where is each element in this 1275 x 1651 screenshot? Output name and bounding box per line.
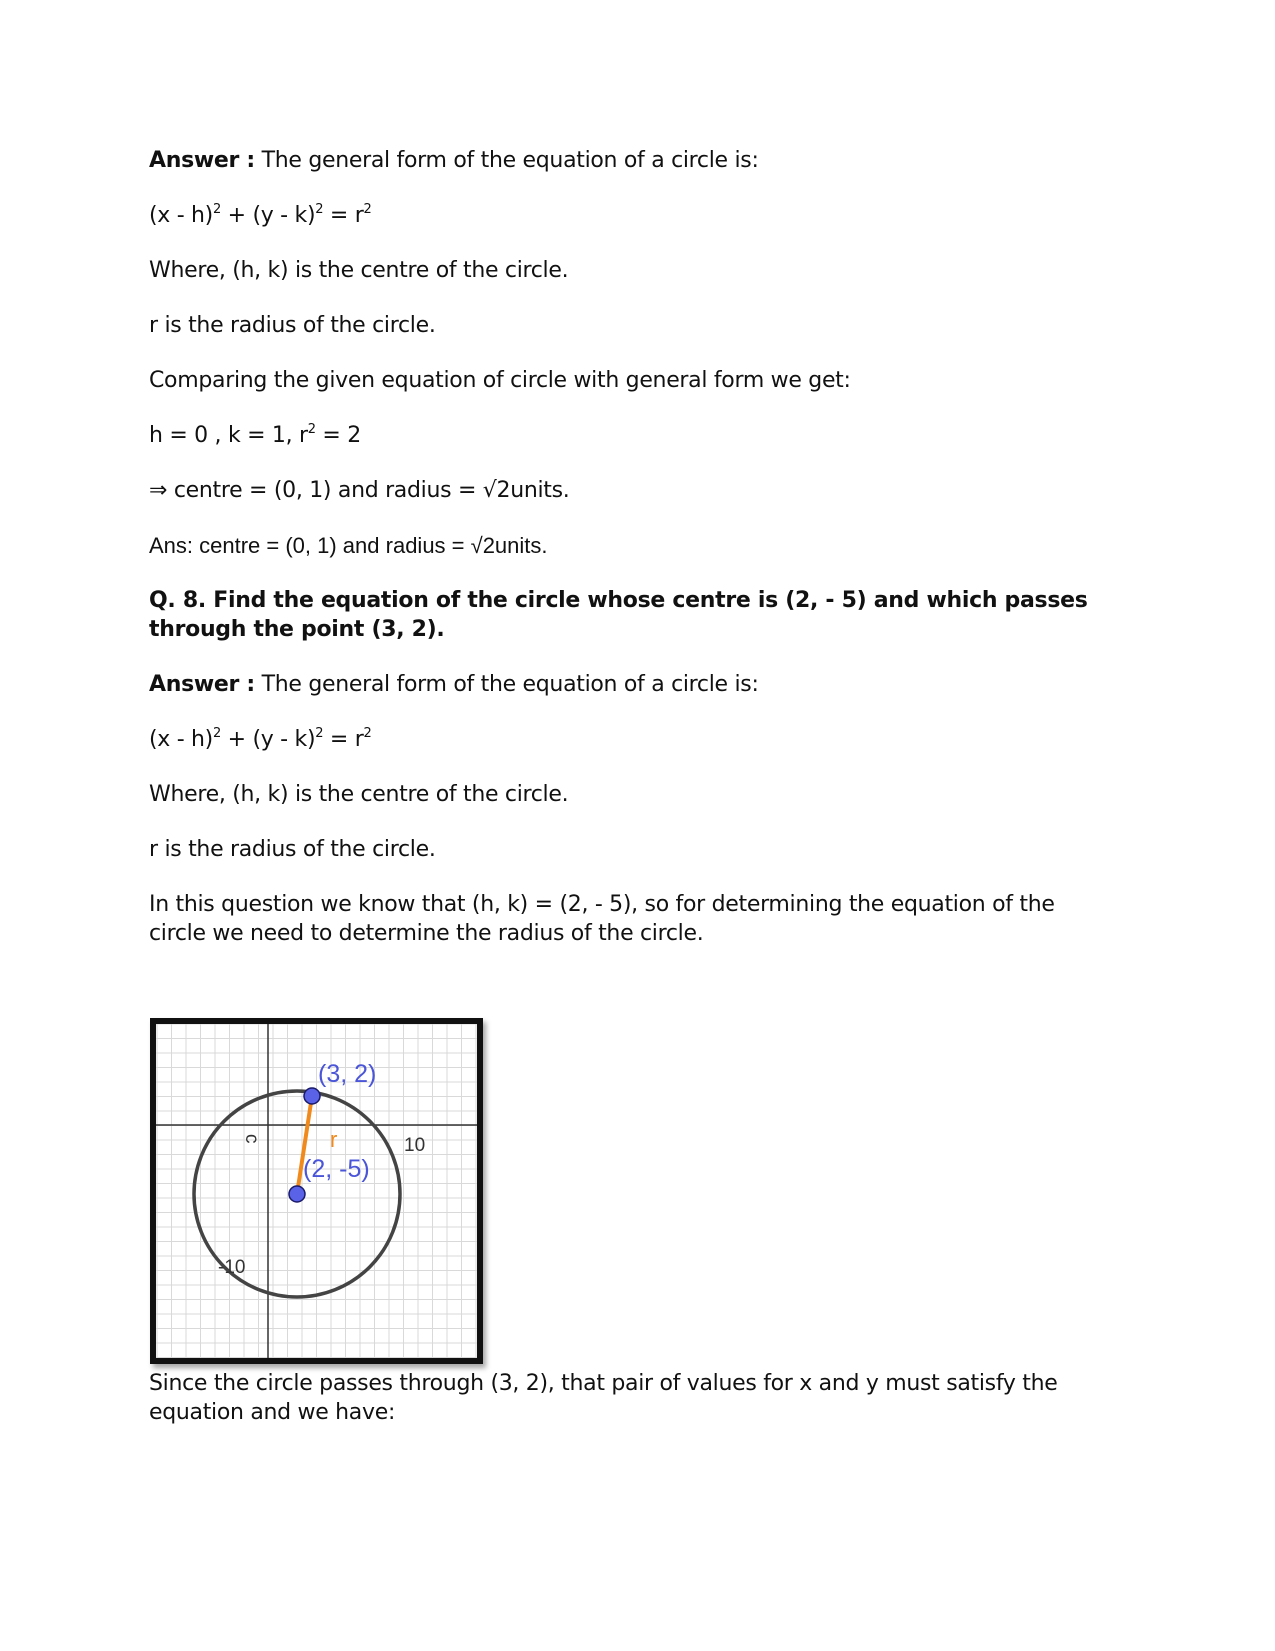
question-line-2: through the point (3, 2). — [149, 617, 445, 642]
radius-definition-1: r is the radius of the circle. — [149, 313, 436, 338]
answer-label: Answer : — [149, 672, 255, 697]
answer-text: The general form of the equation of a circle is: — [254, 672, 759, 697]
circle-figure — [150, 1018, 483, 1364]
answer-text: The general form of the equation of a circle is: — [254, 148, 759, 173]
point-label: (3, 2) — [318, 1060, 377, 1088]
y-tick-label: -10 — [218, 1257, 246, 1278]
general-equation-2: $(x - h)^2 + (y - k)^2 = r^2$ — [149, 726, 372, 752]
implies-line: ⇒ centre = (0, 1) and radius = √2units. — [149, 478, 570, 503]
radius-definition-2: r is the radius of the circle. — [149, 837, 436, 862]
known-centre-line-2: circle we need to determine the radius of the circle. — [149, 921, 704, 946]
centre-definition-2: Where, (h, k) is the centre of the circle. — [149, 782, 569, 807]
values-line: h = 0 , k = 1, $r^2 = 2$ — [149, 422, 361, 448]
answer-label: Answer : — [149, 148, 255, 173]
radius-label: r — [330, 1127, 338, 1152]
ans-line: Ans: centre = (0, 1) and radius = √2units. — [149, 533, 548, 558]
circle-diagram — [150, 1018, 483, 1364]
centre-point — [289, 1186, 305, 1202]
centre-definition-1: Where, (h, k) is the centre of the circle. — [149, 258, 569, 283]
comparing-line: Comparing the given equation of circle with general form we get: — [149, 368, 851, 393]
answer-intro-2 — [149, 670, 759, 699]
axis-glyph: c — [241, 1134, 262, 1144]
centre-label: (2, -5) — [303, 1155, 370, 1183]
question-line-1: Q. 8. Find the equation of the circle whose centre is (2, - 5) and which passes — [149, 588, 1088, 613]
passes-through-line-2: equation and we have: — [149, 1400, 396, 1425]
general-equation-1: $(x - h)^2 + (y - k)^2 = r^2$ — [149, 202, 372, 228]
x-tick-label: 10 — [404, 1135, 426, 1156]
known-centre-line-1: In this question we know that (h, k) = (2, - 5), so for determining the equation of the — [149, 892, 1055, 917]
passes-through-line-1: Since the circle passes through (3, 2), that pair of values for x and y must satisfy the — [149, 1371, 1058, 1396]
edge-point — [304, 1088, 320, 1104]
answer-intro-1 — [149, 146, 759, 175]
